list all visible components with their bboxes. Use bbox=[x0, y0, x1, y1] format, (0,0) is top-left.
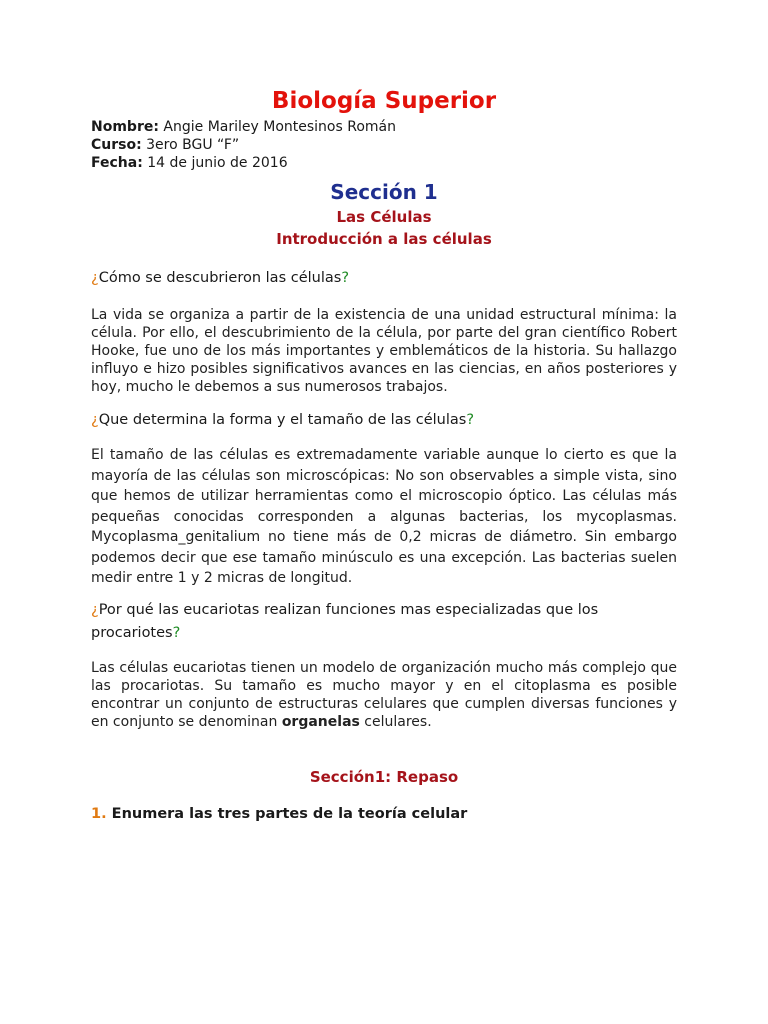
answer-paragraph-1: La vida se organiza a partir de la existencia de una unidad estructural mínima: la célula. Por ello, el descubrimiento de la célula, por parte del gran científico Robert Hooke, fue uno de los más importantes y emblemáticos de la historia. Su hallazgo influyo e hizo posibles significativos avances en las ciencias, en años posteriores y hoy, mucho le debemos a sus numerosos trabajos. bbox=[91, 307, 677, 395]
question-open-mark: ¿ bbox=[91, 601, 99, 618]
name-row bbox=[91, 118, 677, 136]
question-text: Por qué las eucariotas realizan funciones mas especializadas que los procariotes bbox=[91, 601, 599, 641]
question-close-mark: ? bbox=[466, 412, 475, 428]
answer-text: celulares. bbox=[359, 713, 432, 730]
review-item-number: 1. bbox=[91, 805, 107, 822]
date-label: Fecha: bbox=[91, 155, 143, 171]
question-text: Que determina la forma y el tamaño de las células bbox=[98, 412, 467, 428]
section-intro-heading: Introducción a las células bbox=[276, 230, 492, 248]
section-title: Sección 1 bbox=[330, 180, 438, 204]
answer-paragraph-3 bbox=[91, 659, 677, 731]
answer-paragraph-2: El tamaño de las células es extremadamente variable aunque lo cierto es que la mayoría de las células son microscópicas: No son observables a simple vista, sino que hemos de utilizar herramientas como el microscopio óptico. Las células más pequeñas conocidas corresponden a algunas bacterias, los mycoplasmas. Mycoplasma_genitalium no tiene más de 0,2 micras de diámetro. Sin embargo podemos decir que ese tamaño minúsculo es una excepción. Las bacterias suelen medir entre 1 y 2 micras de longitud. bbox=[91, 447, 677, 586]
review-title: Sección1: Repaso bbox=[309, 767, 459, 786]
course-row bbox=[91, 136, 677, 154]
question-close-mark: ? bbox=[341, 270, 350, 286]
question-heading-1 bbox=[91, 267, 677, 289]
question-heading-2 bbox=[91, 409, 677, 431]
course-label: Curso: bbox=[91, 137, 142, 153]
document-page bbox=[91, 84, 677, 825]
date-value: 14 de junio de 2016 bbox=[142, 155, 288, 171]
answer-text: Las células eucariotas tienen un modelo de organización mucho más complejo que las procariotas. Su tamaño es mucho mayor y en el citoplasma es posible encontrar un conjunto de estructuras celulares que cumplen diversas funciones y en conjunto se denominan bbox=[91, 659, 677, 730]
section-subtitle: Las Células bbox=[336, 208, 432, 226]
name-label: Nombre: bbox=[91, 119, 159, 135]
answer-keyword: organelas bbox=[281, 713, 360, 730]
question-text: Cómo se descubrieron las células bbox=[98, 270, 342, 286]
course-value: 3ero BGU “F” bbox=[141, 137, 240, 153]
name-value: Angie Mariley Montesinos Román bbox=[158, 119, 396, 135]
question-close-mark: ? bbox=[172, 624, 181, 641]
date-row bbox=[91, 154, 677, 172]
document-title: Biología Superior bbox=[271, 88, 497, 114]
student-info bbox=[91, 118, 677, 172]
review-item-1 bbox=[91, 803, 677, 825]
question-open-mark: ¿ bbox=[91, 270, 99, 286]
question-heading-3 bbox=[91, 599, 677, 645]
question-open-mark: ¿ bbox=[91, 412, 99, 428]
review-item-text: Enumera las tres partes de la teoría celular bbox=[106, 805, 468, 822]
